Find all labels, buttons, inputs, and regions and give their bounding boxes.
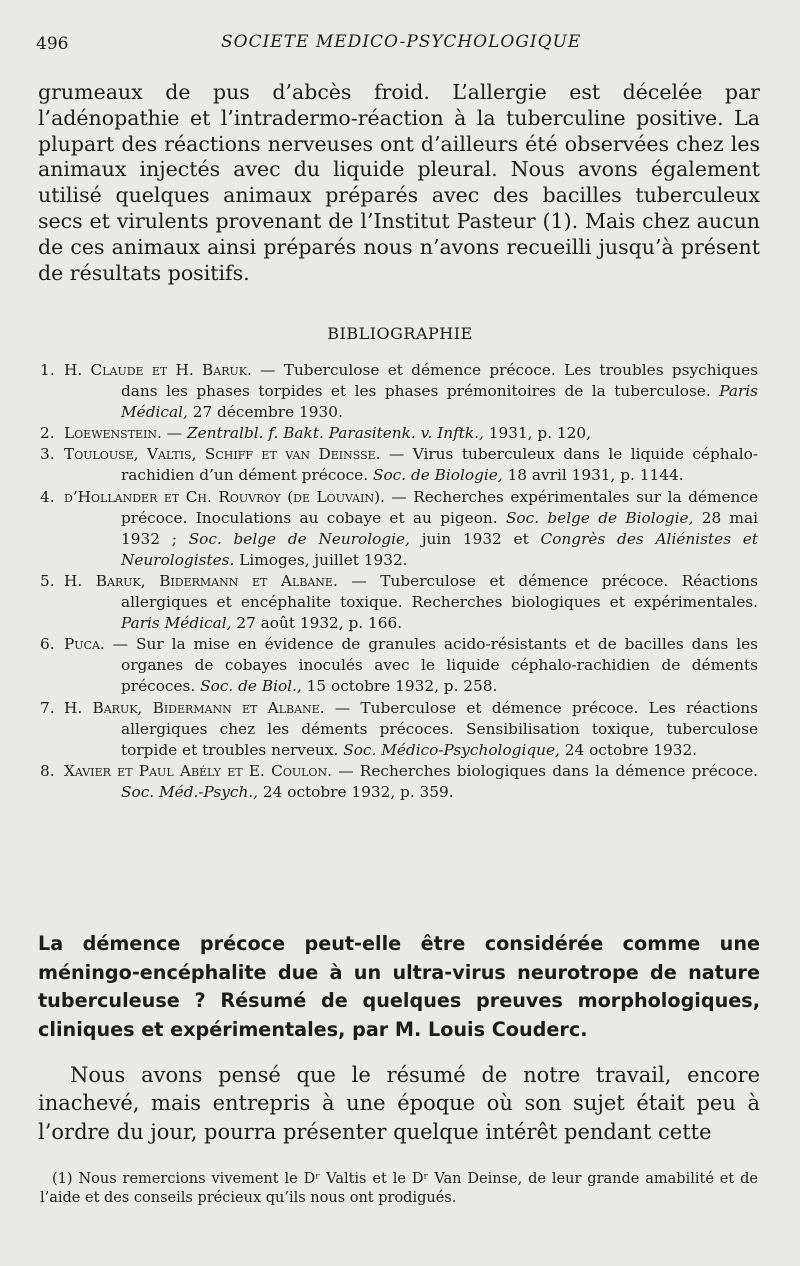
bibliography-entry [40,571,758,634]
entry-tail: 24 octobre 1932. [559,740,698,759]
entry-number: 6. [40,635,55,654]
bibliography-entry [40,444,758,486]
entry-tail-2: juin 1932 et [409,529,541,548]
entry-number: 3. [40,445,55,464]
entry-source: Soc. Méd.-Psych., [121,782,259,801]
entry-text: — Tuberculose et démence précoce. Les troubles psychiques dans les phases torpides et les phases prémonitoires de la tuberculose. [121,361,758,401]
bibliography-heading: BIBLIOGRAPHIE [327,324,473,343]
body-paragraph-2: Nous avons pensé que le résumé de notre travail, encore inachevé, mais entrepris à une époque où son sujet était peu à l’ordre du jour, pourra présenter quelque intérêt pendant cette [38,1063,760,1144]
bibliography-entry [40,761,758,803]
entry-authors: H. Baruk, Bidermann et Albane. [64,571,338,590]
section-title: La démence précoce peut-elle être considérée comme une méningo-encéphalite due à un ultra-virus neurotrope de nature tuberculeuse ? Résumé de quelques preuves morphologiques, cliniques et expérimentales, par M. Louis Couderc. [38,932,760,1041]
page-number: 496 [36,34,69,54]
entry-tail: 18 avril 1931, p. 1144. [502,466,684,485]
bibliography-entry [40,360,758,423]
running-title: SOCIETE MEDICO-PSYCHOLOGIQUE [221,32,582,52]
entry-text: — [161,424,187,443]
bibliography-entry [40,487,758,571]
entry-tail: 15 octobre 1932, p. 258. [301,677,498,696]
bibliography-entry [40,423,758,444]
entry-text: — Sur la mise en évidence de granules acido-résistants et de bacilles dans les organes de cobayes inoculés avec le liquide céphalo-rachidien de déments précoces. [104,635,758,696]
entry-source: Paris Médical, [121,382,758,422]
bibliography-entry [40,698,758,761]
entry-text: — Virus tuberculeux dans le liquide céphalo-rachidien d’un dément précoce. [121,445,758,485]
footnote: (1) Nous remercions vivement le Dʳ Valtis et le Dʳ Van Deinse, de leur grande amabilité et de l’aide et des conseils précieux qu’ils nous ont prodigués. [40,1171,758,1206]
entry-tail: 28 mai 1932 ; [121,508,758,548]
entry-source-2: Soc. belge de Neurologie, [188,529,410,548]
entry-number: 7. [40,698,55,717]
entry-source-3: Congrès des Aliénistes et Neurologistes. [121,529,759,569]
entry-source: Soc. belge de Biologie, [505,508,694,527]
entry-number: 4. [40,487,55,506]
entry-tail: 1931, p. 120, [483,424,591,443]
body-paragraph-1: grumeaux de pus d’abcès froid. L’allergie est décelée par l’adénopathie et l’intradermo-réaction à la tuberculine positive. La plupart des réactions nerveuses ont d’ailleurs été observées chez les animaux injectés avec du liquide pleural. Nous avons également utilisé quelques animaux préparés avec des bacilles tuberculeux secs et virulents provenant de l’Institut Pasteur (1). Mais chez aucun de ces animaux ainsi préparés nous n’avons recueilli jusqu’à présent de résultats positifs. [38,80,760,285]
entry-number: 5. [40,571,55,590]
entry-number: 8. [40,761,55,780]
entry-authors: H. Baruk, Bidermann et Albane. [64,698,325,717]
entry-source: Soc. Médico-Psychologique, [343,740,560,759]
entry-source: Soc. de Biologie, [372,466,503,485]
entry-authors: Toulouse, Valtis, Schiff et van Deinsse. [64,445,381,464]
bibliography-list [40,360,758,803]
entry-source: Zentralbl. f. Bakt. Parasitenk. v. Inftk., [186,424,484,443]
entry-authors: d’Hollander et Ch. Rouvroy (de Louvain). [64,487,385,506]
entry-tail-3: Limoges, juillet 1932. [234,550,408,569]
entry-text: — Recherches expérimentales sur la démence précoce. Inoculations au cobaye et au pigeon. [121,487,758,527]
entry-source: Paris Médical, [121,614,232,633]
entry-source: Soc. de Biol., [200,677,302,696]
entry-text: — Tuberculose et démence précoce. Les réactions allergiques chez les déments précoces. Sensibilisation toxique, tuberculose torpide et troubles nerveux. [121,698,758,759]
entry-authors: Xavier et Paul Abély et E. Coulon. [64,761,332,780]
entry-authors: H. Claude et H. Baruk. [64,361,252,379]
entry-text: — Recherches biologiques dans la démence précoce. [331,761,759,780]
bibliography-entry [40,634,758,697]
page-header [36,28,760,58]
entry-tail: 24 octobre 1932, p. 359. [258,782,454,801]
entry-text: — Tuberculose et démence précoce. Réactions allergiques et encéphalite toxique. Recherches biologiques et expérimentales. [121,571,758,612]
entry-authors: Puca. [64,635,105,654]
entry-tail: 27 août 1932, p. 166. [231,614,403,633]
entry-number: 1. [40,361,55,379]
entry-authors: Loewenstein. [64,424,162,443]
entry-tail: 27 décembre 1930. [187,403,343,422]
entry-number: 2. [40,424,55,443]
